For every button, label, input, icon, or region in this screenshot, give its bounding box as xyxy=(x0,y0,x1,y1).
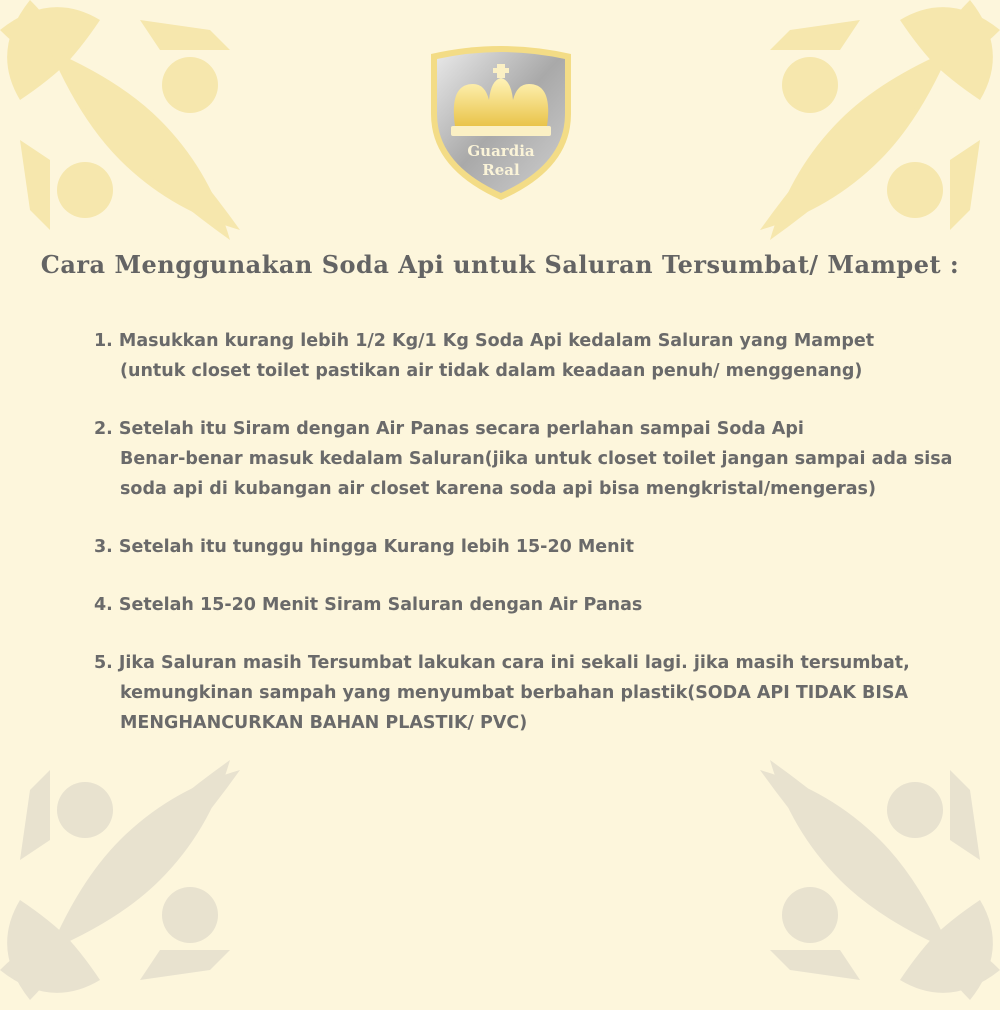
step-2-line-2: Benar-benar masuk kedalam Saluran(jika untuk closet toilet jangan sampai ada sisa xyxy=(120,449,953,469)
step-1 xyxy=(94,326,974,386)
logo-text-line1: Guardia xyxy=(467,142,535,160)
step-2 xyxy=(94,414,974,504)
crown-shield-icon xyxy=(427,44,575,204)
step-2-line-3: soda api di kubangan air closet karena soda api bisa mengkristal/mengeras) xyxy=(120,479,876,499)
instruction-list xyxy=(94,326,974,766)
logo-text-line2: Real xyxy=(482,161,520,179)
step-5-line-2: kemungkinan sampah yang menyumbat berbahan plastik(SODA API TIDAK BISA xyxy=(120,683,908,703)
fleur-de-lis-ornament-top-left xyxy=(0,0,260,260)
step-5 xyxy=(94,648,974,738)
step-3 xyxy=(94,532,974,562)
brand-logo xyxy=(427,44,575,204)
step-4-line-1: 4. Setelah 15-20 Menit Siram Saluran dengan Air Panas xyxy=(94,595,643,615)
fleur-de-lis-ornament-bottom-right xyxy=(740,740,1000,1010)
step-1-line-1: 1. Masukkan kurang lebih 1/2 Kg/1 Kg Soda Api kedalam Saluran yang Mampet xyxy=(94,331,875,351)
fleur-de-lis-ornament-top-right xyxy=(740,0,1000,260)
step-5-line-3: MENGHANCURKAN BAHAN PLASTIK/ PVC) xyxy=(120,713,528,733)
step-3-line-1: 3. Setelah itu tunggu hingga Kurang lebih 15-20 Menit xyxy=(94,537,634,557)
fleur-de-lis-ornament-bottom-left xyxy=(0,740,260,1010)
step-4 xyxy=(94,590,974,620)
step-1-line-2: (untuk closet toilet pastikan air tidak dalam keadaan penuh/ menggenang) xyxy=(120,361,863,381)
page-title: Cara Menggunakan Soda Api untuk Saluran Tersumbat/ Mampet : xyxy=(40,250,960,279)
step-5-line-1: 5. Jika Saluran masih Tersumbat lakukan cara ini sekali lagi. jika masih tersumbat, xyxy=(94,653,910,673)
step-2-line-1: 2. Setelah itu Siram dengan Air Panas secara perlahan sampai Soda Api xyxy=(94,419,804,439)
